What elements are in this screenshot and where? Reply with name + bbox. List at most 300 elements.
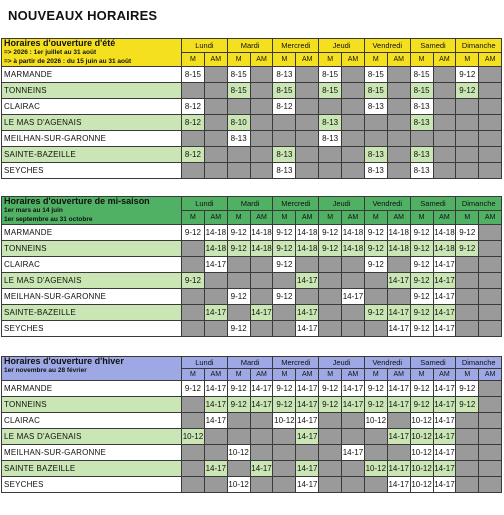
opening-hours-cell: 8-12: [182, 99, 205, 115]
closed-cell: [227, 305, 250, 321]
closed-cell: [456, 147, 479, 163]
day-header: Lundi: [182, 197, 228, 211]
day-header: Samedi: [410, 197, 456, 211]
opening-hours-cell: 14-17: [387, 381, 410, 397]
closed-cell: [342, 461, 365, 477]
closed-cell: [364, 429, 387, 445]
closed-cell: [319, 429, 342, 445]
opening-hours-cell: 14-17: [296, 381, 319, 397]
table-row: [2, 461, 502, 477]
opening-hours-cell: 8-13: [319, 115, 342, 131]
opening-hours-cell: 14-17: [204, 381, 227, 397]
closed-cell: [364, 115, 387, 131]
opening-hours-cell: 14-18: [387, 241, 410, 257]
opening-hours-cell: 14-17: [296, 397, 319, 413]
closed-cell: [433, 115, 456, 131]
day-header: Jeudi: [319, 197, 365, 211]
opening-hours-cell: 14-18: [296, 241, 319, 257]
closed-cell: [273, 305, 296, 321]
morning-label: M: [456, 211, 479, 225]
opening-hours-cell: 14-17: [433, 305, 456, 321]
section-period-1: => 2026 : 1er juillet au 31 août: [4, 49, 97, 56]
closed-cell: [296, 289, 319, 305]
site-name: CLAIRAC: [2, 413, 182, 429]
closed-cell: [182, 413, 205, 429]
opening-hours-cell: 9-12: [227, 321, 250, 337]
closed-cell: [250, 147, 273, 163]
closed-cell: [387, 163, 410, 179]
site-name: LE MAS D'AGENAIS: [2, 273, 182, 289]
closed-cell: [456, 429, 479, 445]
closed-cell: [250, 413, 273, 429]
closed-cell: [250, 289, 273, 305]
table-row: [2, 477, 502, 493]
opening-hours-cell: 9-12: [364, 241, 387, 257]
closed-cell: [204, 67, 227, 83]
closed-cell: [319, 321, 342, 337]
closed-cell: [182, 477, 205, 493]
schedule-hiver: [1, 356, 501, 493]
opening-hours-cell: 8-15: [227, 67, 250, 83]
closed-cell: [364, 321, 387, 337]
closed-cell: [204, 83, 227, 99]
closed-cell: [456, 115, 479, 131]
closed-cell: [204, 429, 227, 445]
table-row: [2, 321, 502, 337]
closed-cell: [342, 99, 365, 115]
table-row: [2, 305, 502, 321]
opening-hours-cell: 14-17: [204, 461, 227, 477]
morning-label: M: [410, 211, 433, 225]
opening-hours-cell: 9-12: [319, 241, 342, 257]
closed-cell: [182, 257, 205, 273]
table-row: [2, 131, 502, 147]
closed-cell: [296, 115, 319, 131]
site-name: MEILHAN-SUR-GARONNE: [2, 445, 182, 461]
closed-cell: [204, 115, 227, 131]
morning-label: M: [227, 211, 250, 225]
day-header: Vendredi: [364, 39, 410, 53]
section-title: Horaires d'ouverture de mi-saison: [4, 196, 150, 206]
page-title: NOUVEAUX HORAIRES: [8, 8, 158, 23]
section-header: [2, 197, 182, 225]
afternoon-label: AM: [387, 369, 410, 381]
morning-label: M: [227, 53, 250, 67]
opening-hours-cell: 14-17: [250, 461, 273, 477]
closed-cell: [342, 321, 365, 337]
closed-cell: [204, 131, 227, 147]
closed-cell: [182, 397, 205, 413]
closed-cell: [296, 257, 319, 273]
opening-hours-cell: 8-13: [410, 147, 433, 163]
closed-cell: [296, 445, 319, 461]
opening-hours-cell: 14-18: [433, 225, 456, 241]
closed-cell: [273, 115, 296, 131]
table-row: [2, 99, 502, 115]
opening-hours-cell: 9-12: [364, 381, 387, 397]
closed-cell: [204, 99, 227, 115]
closed-cell: [250, 429, 273, 445]
schedule-table: [1, 196, 502, 337]
afternoon-label: AM: [479, 369, 502, 381]
closed-cell: [273, 429, 296, 445]
opening-hours-cell: 14-18: [433, 241, 456, 257]
opening-hours-cell: 14-17: [296, 429, 319, 445]
opening-hours-cell: 9-12: [456, 83, 479, 99]
schedule-table: [1, 356, 502, 493]
closed-cell: [273, 445, 296, 461]
opening-hours-cell: 10-12: [182, 429, 205, 445]
section-period-1: 1er mars au 14 juin: [4, 207, 63, 214]
section-period-2: 1er septembre au 31 octobre: [4, 216, 93, 223]
closed-cell: [479, 381, 502, 397]
day-header: Lundi: [182, 39, 228, 53]
closed-cell: [364, 273, 387, 289]
afternoon-label: AM: [250, 211, 273, 225]
closed-cell: [342, 147, 365, 163]
opening-hours-cell: 10-12: [273, 413, 296, 429]
opening-hours-cell: 9-12: [456, 397, 479, 413]
opening-hours-cell: 9-12: [227, 397, 250, 413]
opening-hours-cell: 8-13: [364, 99, 387, 115]
closed-cell: [204, 163, 227, 179]
morning-label: M: [410, 369, 433, 381]
closed-cell: [250, 321, 273, 337]
opening-hours-cell: 10-12: [410, 445, 433, 461]
opening-hours-cell: 9-12: [410, 305, 433, 321]
closed-cell: [250, 257, 273, 273]
afternoon-label: AM: [204, 369, 227, 381]
table-row: [2, 83, 502, 99]
section-title: Horaires d'ouverture d'été: [4, 38, 116, 48]
table-row: [2, 163, 502, 179]
opening-hours-cell: 9-12: [182, 273, 205, 289]
opening-hours-cell: 8-15: [273, 83, 296, 99]
opening-hours-cell: 9-12: [319, 381, 342, 397]
opening-hours-cell: 14-17: [387, 305, 410, 321]
table-row: [2, 115, 502, 131]
closed-cell: [319, 163, 342, 179]
opening-hours-cell: 9-12: [273, 225, 296, 241]
morning-label: M: [410, 53, 433, 67]
closed-cell: [319, 273, 342, 289]
opening-hours-cell: 8-15: [364, 83, 387, 99]
opening-hours-cell: 10-12: [364, 413, 387, 429]
closed-cell: [456, 257, 479, 273]
closed-cell: [273, 321, 296, 337]
closed-cell: [387, 289, 410, 305]
closed-cell: [227, 257, 250, 273]
closed-cell: [227, 429, 250, 445]
closed-cell: [410, 131, 433, 147]
opening-hours-cell: 9-12: [456, 67, 479, 83]
opening-hours-cell: 14-17: [250, 305, 273, 321]
afternoon-label: AM: [204, 53, 227, 67]
day-header: Mercredi: [273, 197, 319, 211]
closed-cell: [273, 131, 296, 147]
opening-hours-cell: 8-13: [364, 163, 387, 179]
site-name: MARMANDE: [2, 225, 182, 241]
closed-cell: [319, 305, 342, 321]
opening-hours-cell: 14-18: [342, 241, 365, 257]
opening-hours-cell: 9-12: [364, 257, 387, 273]
section-title: Horaires d'ouverture d'hiver: [4, 356, 124, 366]
opening-hours-cell: 14-17: [342, 381, 365, 397]
opening-hours-cell: 8-15: [319, 83, 342, 99]
afternoon-label: AM: [479, 53, 502, 67]
closed-cell: [342, 67, 365, 83]
closed-cell: [456, 273, 479, 289]
opening-hours-cell: 9-12: [364, 397, 387, 413]
closed-cell: [250, 83, 273, 99]
closed-cell: [182, 131, 205, 147]
opening-hours-cell: 8-12: [182, 147, 205, 163]
closed-cell: [342, 305, 365, 321]
closed-cell: [364, 289, 387, 305]
site-name: TONNEINS: [2, 241, 182, 257]
closed-cell: [204, 289, 227, 305]
closed-cell: [182, 241, 205, 257]
opening-hours-cell: 14-17: [433, 257, 456, 273]
site-name: SEYCHES: [2, 477, 182, 493]
closed-cell: [204, 321, 227, 337]
day-header: Dimanche: [456, 357, 502, 369]
closed-cell: [319, 289, 342, 305]
closed-cell: [479, 67, 502, 83]
opening-hours-cell: 14-18: [387, 225, 410, 241]
opening-hours-cell: 14-18: [204, 225, 227, 241]
site-name: CLAIRAC: [2, 99, 182, 115]
closed-cell: [296, 83, 319, 99]
closed-cell: [250, 67, 273, 83]
opening-hours-cell: 14-17: [433, 429, 456, 445]
closed-cell: [182, 321, 205, 337]
opening-hours-cell: 8-10: [227, 115, 250, 131]
opening-hours-cell: 9-12: [456, 381, 479, 397]
table-row: [2, 147, 502, 163]
opening-hours-cell: 8-15: [410, 83, 433, 99]
closed-cell: [456, 461, 479, 477]
table-row: [2, 289, 502, 305]
opening-hours-cell: 9-12: [273, 289, 296, 305]
closed-cell: [479, 305, 502, 321]
closed-cell: [479, 225, 502, 241]
table-row: [2, 429, 502, 445]
table-row: [2, 257, 502, 273]
day-header: Jeudi: [319, 39, 365, 53]
closed-cell: [296, 131, 319, 147]
opening-hours-cell: 8-13: [410, 115, 433, 131]
closed-cell: [387, 67, 410, 83]
morning-label: M: [456, 369, 479, 381]
opening-hours-cell: 14-17: [342, 397, 365, 413]
opening-hours-cell: 8-15: [410, 67, 433, 83]
opening-hours-cell: 9-12: [227, 241, 250, 257]
day-header: Dimanche: [456, 39, 502, 53]
morning-label: M: [456, 53, 479, 67]
closed-cell: [227, 163, 250, 179]
closed-cell: [273, 461, 296, 477]
opening-hours-cell: 14-17: [204, 305, 227, 321]
opening-hours-cell: 10-12: [227, 445, 250, 461]
opening-hours-cell: 9-12: [227, 289, 250, 305]
opening-hours-cell: 14-17: [296, 273, 319, 289]
closed-cell: [182, 461, 205, 477]
opening-hours-cell: 14-17: [433, 461, 456, 477]
opening-hours-cell: 14-17: [296, 321, 319, 337]
closed-cell: [479, 289, 502, 305]
day-header: Mercredi: [273, 39, 319, 53]
closed-cell: [250, 163, 273, 179]
opening-hours-cell: 9-12: [182, 381, 205, 397]
opening-hours-cell: 9-12: [273, 397, 296, 413]
day-header: Samedi: [410, 39, 456, 53]
closed-cell: [273, 273, 296, 289]
table-row: [2, 397, 502, 413]
afternoon-label: AM: [296, 211, 319, 225]
closed-cell: [479, 131, 502, 147]
afternoon-label: AM: [250, 369, 273, 381]
opening-hours-cell: 9-12: [319, 397, 342, 413]
morning-label: M: [182, 53, 205, 67]
closed-cell: [342, 163, 365, 179]
opening-hours-cell: 14-17: [433, 381, 456, 397]
opening-hours-cell: 9-12: [410, 381, 433, 397]
closed-cell: [296, 67, 319, 83]
closed-cell: [182, 163, 205, 179]
opening-hours-cell: 8-13: [319, 131, 342, 147]
opening-hours-cell: 14-17: [433, 397, 456, 413]
day-header: Vendredi: [364, 357, 410, 369]
opening-hours-cell: 14-18: [342, 225, 365, 241]
closed-cell: [319, 257, 342, 273]
closed-cell: [227, 461, 250, 477]
closed-cell: [296, 163, 319, 179]
afternoon-label: AM: [387, 53, 410, 67]
closed-cell: [479, 429, 502, 445]
closed-cell: [182, 445, 205, 461]
closed-cell: [296, 99, 319, 115]
closed-cell: [433, 83, 456, 99]
schedule-ete: [1, 38, 501, 179]
opening-hours-cell: 8-15: [182, 67, 205, 83]
opening-hours-cell: 14-17: [387, 461, 410, 477]
site-name: CLAIRAC: [2, 257, 182, 273]
opening-hours-cell: 9-12: [410, 257, 433, 273]
site-name: TONNEINS: [2, 83, 182, 99]
closed-cell: [342, 83, 365, 99]
morning-label: M: [182, 369, 205, 381]
site-name: MEILHAN-SUR-GARONNE: [2, 289, 182, 305]
closed-cell: [319, 461, 342, 477]
closed-cell: [387, 257, 410, 273]
opening-hours-cell: 10-12: [410, 477, 433, 493]
closed-cell: [479, 413, 502, 429]
opening-hours-cell: 14-17: [204, 397, 227, 413]
closed-cell: [273, 477, 296, 493]
opening-hours-cell: 9-12: [364, 225, 387, 241]
closed-cell: [319, 445, 342, 461]
opening-hours-cell: 14-18: [250, 225, 273, 241]
opening-hours-cell: 9-12: [456, 241, 479, 257]
closed-cell: [319, 413, 342, 429]
morning-label: M: [319, 53, 342, 67]
table-row: [2, 273, 502, 289]
opening-hours-cell: 14-17: [387, 397, 410, 413]
closed-cell: [479, 147, 502, 163]
closed-cell: [479, 99, 502, 115]
closed-cell: [456, 305, 479, 321]
closed-cell: [250, 99, 273, 115]
opening-hours-cell: 9-12: [227, 381, 250, 397]
morning-label: M: [273, 53, 296, 67]
closed-cell: [433, 99, 456, 115]
schedule-table: [1, 38, 502, 179]
closed-cell: [204, 477, 227, 493]
opening-hours-cell: 8-13: [273, 163, 296, 179]
closed-cell: [479, 445, 502, 461]
closed-cell: [364, 131, 387, 147]
closed-cell: [387, 115, 410, 131]
afternoon-label: AM: [342, 211, 365, 225]
closed-cell: [204, 273, 227, 289]
closed-cell: [182, 289, 205, 305]
opening-hours-cell: 14-17: [250, 397, 273, 413]
opening-hours-cell: 8-15: [319, 67, 342, 83]
site-name: SEYCHES: [2, 321, 182, 337]
opening-hours-cell: 8-15: [364, 67, 387, 83]
site-name: LE MAS D'AGENAIS: [2, 429, 182, 445]
section-header: [2, 39, 182, 67]
day-header: Mardi: [227, 357, 273, 369]
afternoon-label: AM: [433, 53, 456, 67]
closed-cell: [479, 115, 502, 131]
closed-cell: [387, 131, 410, 147]
closed-cell: [479, 83, 502, 99]
opening-hours-cell: 14-17: [387, 429, 410, 445]
afternoon-label: AM: [296, 53, 319, 67]
opening-hours-cell: 14-17: [433, 289, 456, 305]
closed-cell: [227, 413, 250, 429]
closed-cell: [319, 147, 342, 163]
closed-cell: [433, 131, 456, 147]
opening-hours-cell: 9-12: [410, 321, 433, 337]
day-header: Jeudi: [319, 357, 365, 369]
opening-hours-cell: 14-17: [342, 445, 365, 461]
opening-hours-cell: 8-13: [273, 147, 296, 163]
morning-label: M: [273, 369, 296, 381]
opening-hours-cell: 8-13: [227, 131, 250, 147]
site-name: SAINTE-BAZEILLE: [2, 147, 182, 163]
closed-cell: [479, 163, 502, 179]
morning-label: M: [319, 369, 342, 381]
opening-hours-cell: 8-13: [410, 99, 433, 115]
day-header: Mercredi: [273, 357, 319, 369]
closed-cell: [227, 273, 250, 289]
afternoon-label: AM: [250, 53, 273, 67]
morning-label: M: [364, 53, 387, 67]
schedule-mi-saison: [1, 196, 501, 337]
opening-hours-cell: 14-18: [250, 241, 273, 257]
opening-hours-cell: 14-17: [296, 413, 319, 429]
closed-cell: [250, 445, 273, 461]
afternoon-label: AM: [387, 211, 410, 225]
afternoon-label: AM: [204, 211, 227, 225]
site-name: MARMANDE: [2, 67, 182, 83]
table-row: [2, 225, 502, 241]
opening-hours-cell: 14-17: [296, 305, 319, 321]
morning-label: M: [364, 211, 387, 225]
